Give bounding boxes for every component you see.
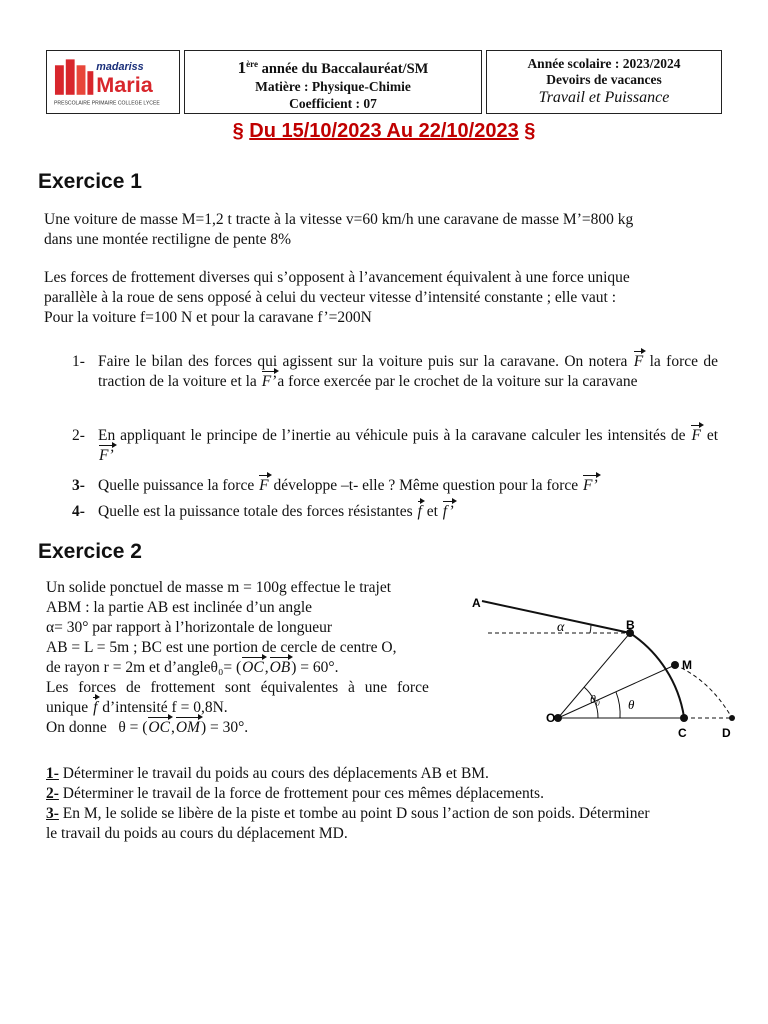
ex2-line: ABM : la partie AB est inclinée d’un angle <box>46 599 313 616</box>
exercise2-questions <box>46 764 726 844</box>
ex2-text: On donne θ = ( <box>46 719 148 736</box>
question-text: et <box>422 503 442 520</box>
ex2-text: d’intensité f = 0,8N. <box>98 699 228 716</box>
subject: Matière : Physique-Chimie <box>255 78 411 94</box>
ex2-text: de rayon r = 2m et d’angleθ₀= ( <box>46 659 242 676</box>
ex2-line <box>46 718 456 738</box>
vector-f-prime: f’ <box>442 503 454 520</box>
point-M <box>671 661 679 669</box>
ex2-line: Un solide ponctuel de masse m = 100g effectue le trajet <box>46 579 392 596</box>
ex1-question-2 <box>72 426 724 466</box>
ex1-question-4 <box>72 502 724 522</box>
question-text: Faire le bilan des forces qui agissent sur la voiture puis sur la caravane. On notera <box>98 353 628 370</box>
topic-title: Travail et Puissance <box>538 89 670 106</box>
radius-OM <box>558 665 675 718</box>
question-number: 1- <box>72 353 85 370</box>
logo-brand-top: madariss <box>96 61 144 74</box>
level-text: année du Baccalauréat/SM <box>257 60 429 77</box>
label-O: O <box>546 711 556 725</box>
label-M: M <box>682 658 692 672</box>
coefficient: Coefficient : 07 <box>289 95 377 111</box>
ex2-question-3 <box>46 804 726 824</box>
homework-label: Devoirs de vacances <box>546 72 662 87</box>
ex2-question-2 <box>46 784 726 804</box>
exercise1-statement <box>44 210 724 250</box>
ex2-text: , <box>170 719 175 736</box>
point-D <box>729 715 735 721</box>
header-course-info <box>184 50 482 114</box>
ex2-line <box>46 658 456 678</box>
label-theta: θ <box>628 697 635 712</box>
trajectory-figure <box>460 585 750 745</box>
exercise1-title: Exercice 1 <box>38 170 142 193</box>
vector-F: F <box>691 427 701 444</box>
vector-F-prime: F’ <box>583 477 598 494</box>
vector-F-prime: F’ <box>99 447 114 464</box>
vector-F: F <box>259 477 269 494</box>
arc-BC <box>630 633 684 717</box>
question-text: a force exercée par le crochet de la voiture sur la caravane <box>277 373 638 390</box>
question-text: Déterminer le travail de la force de frottement pour ces mêmes déplacements. <box>58 785 544 802</box>
ex2-question-1 <box>46 764 726 784</box>
point-C <box>680 714 688 722</box>
ex1-line: parallèle à la roue de sens opposé à celui du vecteur vitesse d’intensité constante ; elle vaut : <box>44 289 616 306</box>
vector-F: F <box>633 353 644 370</box>
date-range-text: Du 15/10/2023 Au 22/10/2023 <box>249 120 519 142</box>
incline-AB <box>482 601 630 633</box>
ex2-line <box>46 698 456 718</box>
question-text: En M, le solide se libère de la piste et tombe au point D sous l’action de son poids. Déterminer <box>58 805 650 822</box>
question-number: 3- <box>46 805 59 822</box>
vector-f: f <box>417 503 422 520</box>
ex2-line: Les forces de frottement sont équivalentes à une force <box>46 679 429 696</box>
question-text: En appliquant le principe de l’inertie au véhicule puis à la caravane calculer les intensités de <box>98 427 691 444</box>
exercise2-statement <box>46 578 456 738</box>
ex1-question-3 <box>72 476 724 496</box>
school-year: Année scolaire : 2023/2024 <box>527 56 681 71</box>
section-mark-left: § <box>232 120 250 142</box>
ex2-text: , <box>264 659 269 676</box>
ex1-question-1 <box>72 352 724 392</box>
question-text: et <box>701 427 719 444</box>
question-number: 3- <box>72 477 85 494</box>
ex1-line: Les forces de frottement diverses qui s’opposent à l’avancement équivalent à une force unique <box>44 269 630 286</box>
header-year-info <box>486 50 722 114</box>
school-logo <box>46 50 180 114</box>
label-C: C <box>678 726 687 740</box>
vector-OM: OM <box>175 719 200 736</box>
ex2-line: AB = L = 5m ; BC est une portion de cercle de centre O, <box>46 639 397 656</box>
ex1-line: Pour la voiture f=100 N et pour la caravane f’=200N <box>44 309 372 326</box>
question-number: 4- <box>72 503 85 520</box>
theta-arc <box>616 692 620 718</box>
level-line <box>185 56 481 78</box>
vector-f: f <box>93 699 98 716</box>
label-A: A <box>472 596 481 610</box>
question-number: 2- <box>46 785 59 802</box>
vector-OB: OB <box>269 659 291 676</box>
ex2-text: ) = 60°. <box>291 659 339 676</box>
date-range <box>0 120 768 143</box>
vector-F-prime: F’ <box>261 373 277 390</box>
section-mark-right: § <box>518 120 536 142</box>
logo-tagline: PRESCOLAIRE PRIMAIRE COLLEGE LYCEE <box>53 100 160 107</box>
ex1-line: Une voiture de masse M=1,2 t tracte à la vitesse v=60 km/h une caravane de masse M’=800 kg <box>44 211 634 228</box>
ex2-text: unique <box>46 699 93 716</box>
label-B: B <box>626 618 635 632</box>
logo-icon <box>53 55 173 109</box>
ex2-text: ) = 30°. <box>200 719 249 736</box>
vector-OC: OC <box>148 719 170 736</box>
header <box>46 50 722 114</box>
question-text: Quelle est la puissance totale des forces résistantes <box>98 503 417 520</box>
question-number: 1- <box>46 765 59 782</box>
question-text: le travail du poids au cours du déplacement MD. <box>46 825 348 842</box>
exercise2-title: Exercice 2 <box>38 540 142 563</box>
level-number: 1 <box>237 57 247 77</box>
ex2-line: α= 30° par rapport à l’horizontale de longueur <box>46 619 333 636</box>
question-text: Quelle puissance la force <box>98 477 259 494</box>
question-text: la force de traction de la voiture et la <box>98 353 718 390</box>
exercise1-friction <box>44 268 724 328</box>
ex1-line: dans une montée rectiligne de pente 8% <box>44 231 292 248</box>
question-text: Déterminer le travail du poids au cours des déplacements AB et BM. <box>58 765 489 782</box>
question-text: développe –t- elle ? Même question pour la force <box>269 477 583 494</box>
level-superscript: ère <box>246 59 258 69</box>
label-theta0: θ₀ <box>590 692 601 706</box>
question-number: 2- <box>72 427 85 444</box>
vector-OC: OC <box>242 659 264 676</box>
label-D: D <box>722 726 731 740</box>
logo-brand: Maria <box>96 71 153 97</box>
label-alpha: α <box>557 620 565 635</box>
alpha-arc <box>590 625 591 633</box>
